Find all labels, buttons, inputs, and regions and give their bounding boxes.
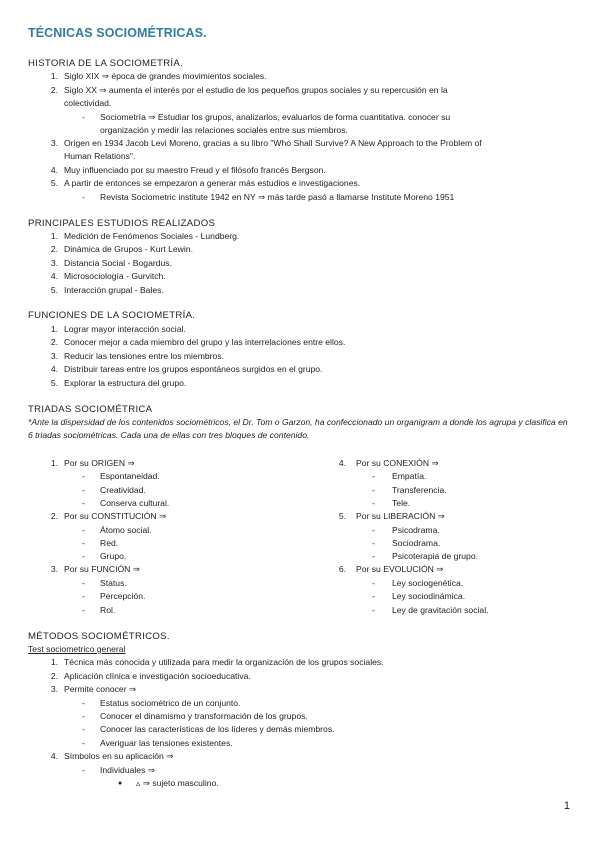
list-item: Dinámica de Grupos - Kurt Lewin. (64, 244, 193, 254)
list-number: 1. (50, 231, 58, 241)
list-item: ▵ ⇒ sujeto masculino. (136, 778, 219, 788)
list-item-continuation: colectividad. (64, 98, 112, 108)
list-item: Explorar la estructura del grupo. (64, 378, 187, 388)
dash-bullet: - (82, 605, 85, 615)
list-item: Averiguar las tensiones existentes. (100, 738, 233, 748)
list-number: 5. (338, 511, 346, 521)
list-item: A partir de entonces se empezaron a generar más estudios e investigaciones. (64, 178, 361, 188)
list-number: 1. (50, 71, 58, 81)
list-item: Aplicación clínica e investigación socioeducativa. (64, 671, 251, 681)
triada-label: Por su EVOLUCIÓN ⇒ (356, 564, 444, 574)
list-number: 1. (50, 657, 58, 667)
list-number: 4. (50, 271, 58, 281)
triada-label: Por su CONEXIÓN ⇒ (356, 458, 439, 468)
list-number: 6. (338, 564, 346, 574)
dash-bullet: - (372, 485, 375, 495)
list-item: Siglo XX ⇒ aumenta el interés por el estudio de los pequeños grupos sociales y su repercusión en la (64, 85, 448, 95)
dash-bullet: - (82, 765, 85, 775)
dash-bullet: - (82, 738, 85, 748)
list-number: 5. (50, 378, 58, 388)
dash-bullet: - (372, 591, 375, 601)
list-number: 2. (50, 337, 58, 347)
list-item: Origen en 1934 Jacob Levi Moreno, gracias a su libro "Who Shall Survive? A New Approach to the Problem of (64, 138, 482, 148)
list-number: 5. (50, 178, 58, 188)
section-heading-estudios: PRINCIPALES ESTUDIOS REALIZADOS (28, 218, 216, 229)
round-bullet: ● (118, 780, 123, 787)
list-item: Grupo. (100, 551, 127, 561)
dash-bullet: - (372, 471, 375, 481)
dash-bullet: - (372, 525, 375, 535)
list-item: Medición de Fenómenos Sociales - Lundberg. (64, 231, 240, 241)
list-number: 2. (50, 85, 58, 95)
triada-label: Por su CONSTITUCIÓN ⇒ (64, 511, 167, 521)
list-item: Psicodrama. (392, 525, 440, 535)
list-item: Espontaneidad. (100, 471, 160, 481)
dash-bullet: - (82, 192, 85, 202)
list-item: Distribuir tareas entre los grupos espontáneos surgidos en el grupo. (64, 364, 323, 374)
triada-label: Por su FUNCIÓN ⇒ (64, 564, 140, 574)
page-number: 1 (563, 800, 570, 812)
subheading-test: Test sociometrico general (28, 644, 126, 654)
dash-bullet: - (82, 551, 85, 561)
list-item: Individuales ⇒ (100, 765, 155, 775)
list-item: Símbolos en su aplicación ⇒ (64, 751, 174, 761)
list-item: Red. (100, 538, 119, 548)
list-number: 3. (50, 138, 58, 148)
list-item: Microsociología - Gurvitch. (64, 271, 166, 281)
list-item: Empatía. (392, 471, 427, 481)
list-item: Conserva cultural. (100, 498, 170, 508)
list-item: Muy influenciado por su maestro Freud y el filósofo francés Bergson. (64, 165, 326, 175)
list-item: Psicoterapia de grupo. (392, 551, 478, 561)
list-item: Status. (100, 578, 127, 588)
list-number: 2. (50, 511, 58, 521)
dash-bullet: - (82, 698, 85, 708)
list-number: 1. (50, 458, 58, 468)
list-item: Ley sociogenética. (392, 578, 464, 588)
dash-bullet: - (82, 485, 85, 495)
dash-bullet: - (82, 538, 85, 548)
section-heading-triadas: TRIADAS SOCIOMÉTRICA (28, 404, 153, 415)
list-item: Percepción. (100, 591, 146, 601)
list-item: Creatividad. (100, 485, 146, 495)
triadas-intro: *Ante la dispersidad de los contenidos sociométricos, el Dr. Tom o Garzon, ha confeccionado un organigram a donde los agrupa y clasifica en 6 triadas sociométricas. Cada una de ellas con tres bloques de contenido. (28, 417, 568, 440)
list-item: Sociometría ⇒ Estudiar los grupos, analizarlos, evaluarlos de forma cuantitativa. conocer su (100, 112, 451, 122)
list-item: Interacción grupal - Bales. (64, 285, 164, 295)
list-item: Conocer mejor a cada miembro del grupo y las interrelaciones entre ellos. (64, 337, 346, 347)
list-number: 3. (50, 684, 58, 694)
list-item: Lograr mayor interacción social. (64, 324, 186, 334)
dash-bullet: - (82, 711, 85, 721)
list-number: 3. (50, 351, 58, 361)
dash-bullet: - (82, 578, 85, 588)
list-number: 4. (50, 364, 58, 374)
list-item: Conocer las características de los líderes y demás miembros. (100, 724, 335, 734)
list-item: Técnica más conocida y utilizada para medir la organización de los grupos sociales. (64, 657, 384, 667)
list-item: Ley sociodinámica. (392, 591, 466, 601)
list-number: 2. (50, 671, 58, 681)
list-number: 3. (50, 564, 58, 574)
list-item: Distancia Social - Bogardus. (64, 258, 172, 268)
dash-bullet: - (82, 591, 85, 601)
dash-bullet: - (82, 525, 85, 535)
list-item: Rol. (100, 605, 116, 615)
list-number: 4. (338, 458, 346, 468)
triada-label: Por su LIBERACIÓN ⇒ (356, 511, 445, 521)
list-item-continuation: organización y medir las relaciones sociales entre sus miembros. (100, 125, 348, 135)
list-item: Átomo social. (100, 525, 152, 535)
dash-bullet: - (82, 724, 85, 734)
list-number: 5. (50, 285, 58, 295)
dash-bullet: - (372, 605, 375, 615)
section-heading-historia: HISTORIA DE LA SOCIOMETRÍA. (28, 58, 184, 69)
list-item: Conocer el dinamismo y transformación de los grupos. (100, 711, 308, 721)
dash-bullet: - (372, 538, 375, 548)
list-item: Estatus sociométrico de un conjunto. (100, 698, 241, 708)
dash-bullet: - (82, 112, 85, 122)
dash-bullet: - (372, 498, 375, 508)
dash-bullet: - (82, 498, 85, 508)
list-number: 4. (50, 165, 58, 175)
list-item: Siglo XIX ⇒ época de grandes movimientos sociales. (64, 71, 267, 81)
list-number: 1. (50, 324, 58, 334)
list-item: Reducir las tensiones entre los miembros. (64, 351, 225, 361)
dash-bullet: - (372, 551, 375, 561)
triada-label: Por su ORIGEN ⇒ (64, 458, 135, 468)
list-item: Sociodrama. (392, 538, 441, 548)
list-item: Ley de gravitación social. (392, 605, 489, 615)
list-item: Tele. (392, 498, 411, 508)
list-item-continuation: Human Relations". (64, 151, 136, 161)
dash-bullet: - (372, 578, 375, 588)
list-number: 3. (50, 258, 58, 268)
section-heading-metodos: MÉTODOS SOCIOMÉTRICOS. (28, 631, 170, 642)
list-item: Permite conocer ⇒ (64, 684, 137, 694)
list-item: Revista Sociometric institute 1942 en NY ⇒ más tarde pasó a llamarse Institute Moreno 1951 (100, 192, 455, 202)
document-title: TÉCNICAS SOCIOMÉTRICAS. (28, 26, 207, 40)
list-number: 4. (50, 751, 58, 761)
dash-bullet: - (82, 471, 85, 481)
section-heading-funciones: FUNCIONES DE LA SOCIOMETRÍA. (28, 310, 196, 321)
list-number: 2. (50, 244, 58, 254)
list-item: Transferencia. (392, 485, 447, 495)
